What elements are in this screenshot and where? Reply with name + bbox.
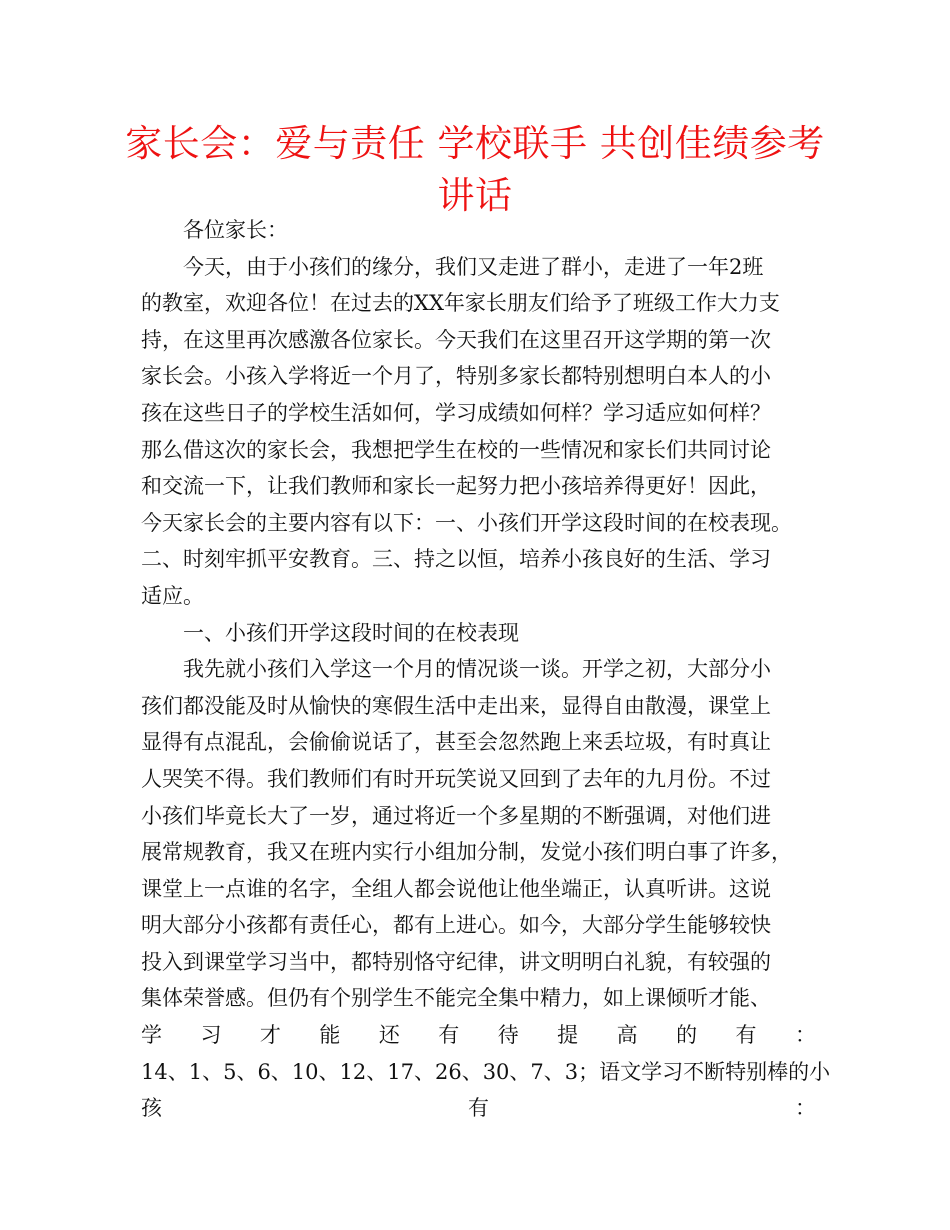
paragraph-line: 今天家长会的主要内容有以下：一、小孩们开学这段时间的在校表现。 — [141, 510, 792, 535]
spread-char: 习 — [200, 1023, 222, 1048]
spread-char: 有 — [438, 1023, 460, 1048]
paragraph-line: 二、时刻牢抓平安教育。三、持之以恒，培养小孩良好的生活、学习 — [141, 547, 771, 572]
spread-char: 孩 — [141, 1096, 162, 1121]
spread-char: 才 — [259, 1023, 281, 1048]
spread-char: 学 — [141, 1023, 162, 1048]
paragraph-line: 今天，由于小孩们的缘分，我们又走进了群小，走进了一年2班 — [183, 254, 764, 279]
spread-char: 还 — [378, 1023, 400, 1048]
paragraph-line: 人哭笑不得。我们教师们有时开玩笑说又回到了去年的九月份。不过 — [141, 766, 771, 791]
paragraph-line: 展常规教育，我又在班内实行小组加分制，发觉小孩们明白事了许多， — [141, 840, 792, 865]
paragraph-line: 持，在这里再次感激各位家长。今天我们在这里召开这学期的第一次 — [141, 327, 771, 352]
paragraph-line: 显得有点混乱，会偷偷说话了，甚至会忽然跑上来丢垃圾，有时真让 — [141, 730, 771, 755]
title-line: 讲话 — [437, 174, 513, 217]
paragraph-line: 我先就小孩们入学这一个月的情况谈一谈。开学之初，大部分小 — [183, 657, 771, 682]
paragraph-line: 小孩们毕竟长大了一岁，通过将近一个多星期的不断强调，对他们进 — [141, 803, 771, 828]
spread-char: ： — [794, 1023, 816, 1048]
spread-char: 有 — [735, 1023, 757, 1048]
paragraph-line: 孩在这些日子的学校生活如何，学习成绩如何样？学习适应如何样？ — [141, 400, 771, 425]
paragraph-line: 那么借这次的家长会，我想把学生在校的一些情况和家长们共同讨论 — [141, 437, 771, 462]
spread-char: 能 — [319, 1023, 341, 1048]
paragraph-line: 投入到课堂学习当中，都特别恪守纪律，讲文明明白礼貌，有较强的 — [141, 949, 771, 974]
paragraph-line: 和交流一下，让我们教师和家长一起努力把小孩培养得更好！因此， — [141, 474, 771, 499]
document-body — [141, 212, 831, 1127]
paragraph-line: 家长会。小孩入学将近一个月了，特别多家长都特别想明白本人的小 — [141, 364, 771, 389]
paragraph-line: 适应。 — [141, 583, 204, 608]
spread-char: 有 — [468, 1096, 489, 1121]
paragraph-line: 明大部分小孩都有责任心，都有上进心。如今，大部分学生能够较快 — [141, 913, 771, 938]
paragraph-line: 集体荣誉感。但仍有个别学生不能完全集中精力，如上课倾听才能、 — [141, 986, 771, 1011]
paragraph-line: 的教室，欢迎各位！在过去的XX年家长朋友们给予了班级工作大力支 — [141, 291, 780, 316]
paragraph-line: 课堂上一点谁的名字，全组人都会说他让他坐端正，认真听讲。这说 — [141, 876, 771, 901]
document-title — [120, 118, 830, 222]
spread-char: 的 — [676, 1023, 698, 1048]
paragraph-line: 孩们都没能及时从愉快的寒假生活中走出来，显得自由散漫，课堂上 — [141, 693, 771, 718]
salutation: 各位家长： — [183, 218, 288, 242]
section-heading: 一、小孩们开学这段时间的在校表现 — [183, 620, 519, 645]
spread-char: 提 — [557, 1023, 579, 1048]
spread-char: 高 — [616, 1023, 638, 1048]
spread-char: 待 — [497, 1023, 519, 1048]
title-line: 家长会：爱与责任 学校联手 共创佳绩参考 — [125, 122, 825, 165]
spread-line — [141, 1090, 816, 1127]
spread-line — [141, 1017, 816, 1054]
spread-char: ： — [795, 1096, 816, 1121]
paragraph-line: 14、1、5、6、10、12、17、26、30、7、3；语文学习不断特别棒的小 — [141, 1059, 831, 1084]
